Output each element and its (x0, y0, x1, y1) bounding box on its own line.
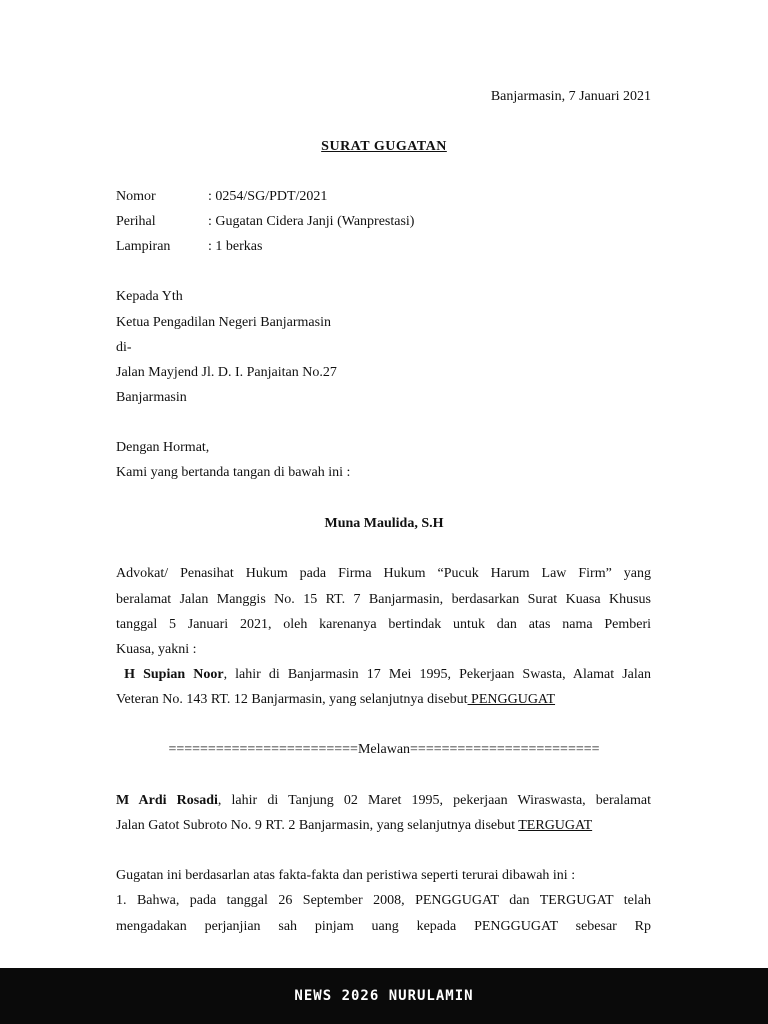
intro-line: Kami yang bertanda tangan di bawah ini : (116, 465, 351, 480)
defendant-details: , lahir di Tanjung 02 Maret 1995, pekerjaan Wiraswasta, beralamat (217, 793, 651, 808)
signatory-name: Muna Maulida, S.H (324, 516, 444, 531)
plaintiff-details: , lahir di Banjarmasin 17 Mei 1995, Pekerjaan Swasta, Alamat Jalan (223, 667, 651, 682)
meta-label-lampiran: Lampiran (116, 239, 171, 254)
recipient-line: Banjarmasin (116, 390, 187, 405)
meta-label-perihal: Perihal (116, 214, 156, 229)
defendant-name: M Ardi Rosadi (116, 793, 218, 808)
recipient-line: Jalan Mayjend Jl. D. I. Panjaitan No.27 (116, 365, 337, 380)
paragraph-line (116, 817, 592, 835)
recipient-line: Kepada Yth (116, 289, 183, 304)
paragraph-line (116, 691, 555, 709)
recipient-line: di- (116, 340, 132, 355)
versus-divider: ========================Melawan======================== (168, 742, 600, 757)
paragraph-line: beralamat Jalan Manggis No. 15 RT. 7 Banjarmasin, berdasarkan Surat Kuasa Khusus (116, 592, 651, 607)
footer-text: NEWS 2026 NURULAMIN (294, 988, 474, 1004)
defendant-address: Jalan Gatot Subroto No. 9 RT. 2 Banjarmasin, yang selanjutnya disebut (116, 818, 519, 833)
plaintiff-role: PENGGUGAT (467, 692, 556, 707)
plaintiff-address: Veteran No. 143 RT. 12 Banjarmasin, yang selanjutnya disebut (116, 692, 468, 707)
meta-value-lampiran: : 1 berkas (208, 239, 263, 254)
place-date: Banjarmasin, 7 Januari 2021 (490, 89, 651, 104)
defendant-role: TERGUGAT (518, 818, 593, 833)
paragraph-line: mengadakan perjanjian sah pinjam uang kepada PENGGUGAT sebesar Rp (116, 919, 651, 934)
meta-value-perihal: : Gugatan Cidera Janji (Wanprestasi) (208, 214, 415, 229)
facts-intro: Gugatan ini berdasarlan atas fakta-fakta dan peristiwa seperti terurai dibawah ini : (116, 868, 576, 883)
recipient-line: Ketua Pengadilan Negeri Banjarmasin (116, 315, 331, 330)
paragraph-line: 1. Bahwa, pada tanggal 26 September 2008, PENGGUGAT dan TERGUGAT telah (116, 893, 651, 908)
paragraph-line (116, 666, 651, 684)
paragraph-line: Advokat/ Penasihat Hukum pada Firma Hukum “Pucuk Harum Law Firm” yang (116, 566, 651, 581)
paragraph-line: Kuasa, yakni : (116, 642, 197, 657)
footer-watermark-bar (0, 968, 768, 1024)
greeting: Dengan Hormat, (116, 440, 210, 455)
document-title: SURAT GUGATAN (321, 139, 447, 154)
paragraph-line: tanggal 5 Januari 2021, oleh karenanya bertindak untuk dan atas nama Pemberi (116, 617, 651, 632)
paragraph-line (116, 792, 651, 810)
plaintiff-name: H Supian Noor (124, 667, 224, 682)
meta-label-nomor: Nomor (116, 189, 156, 204)
meta-value-nomor: : 0254/SG/PDT/2021 (208, 189, 328, 204)
